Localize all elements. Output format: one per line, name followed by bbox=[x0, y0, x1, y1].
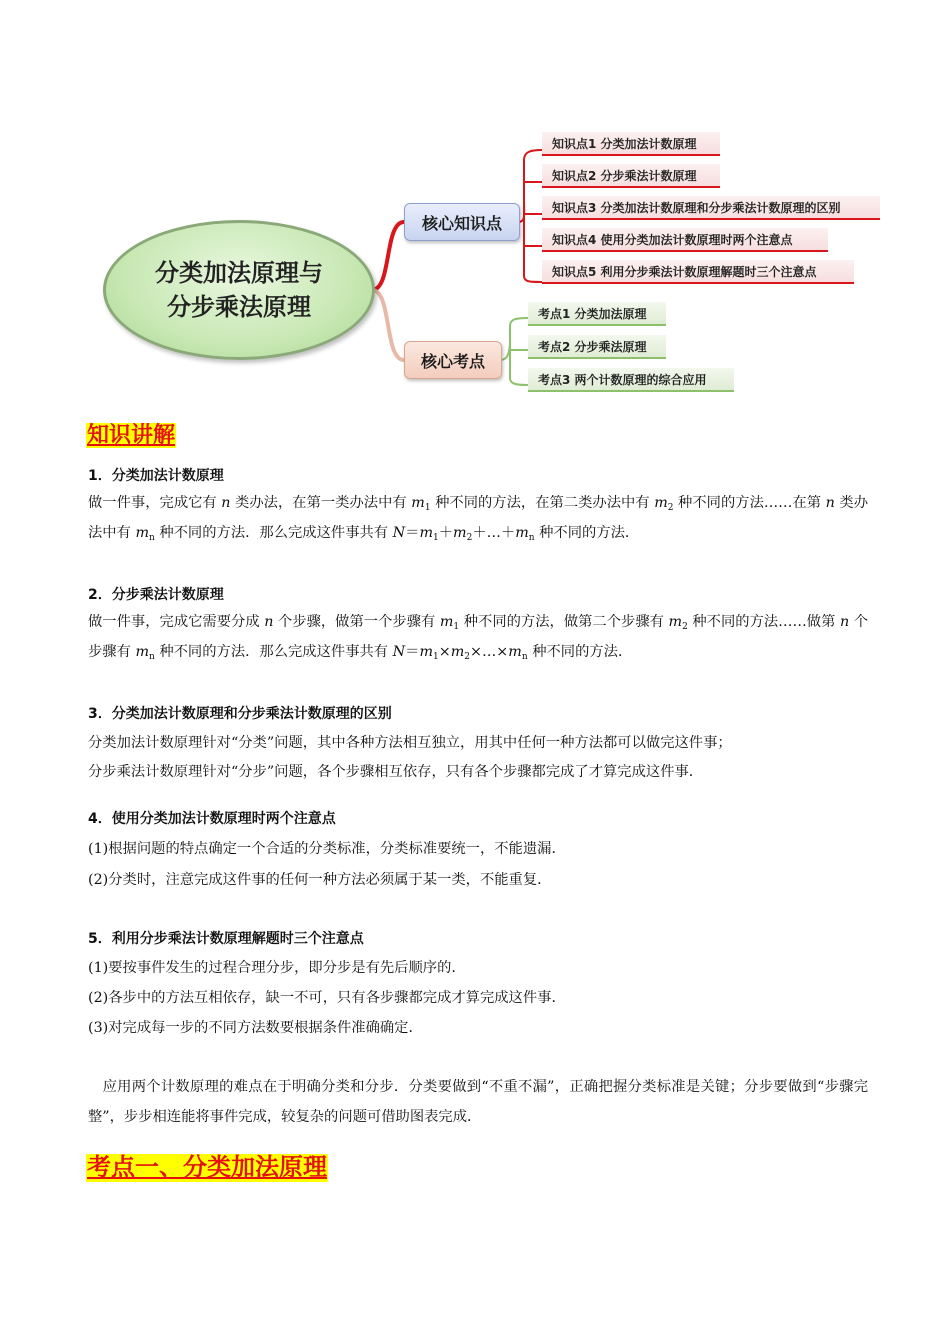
root-line-1: 分类加法原理与 bbox=[155, 259, 323, 287]
mind-map-root bbox=[103, 220, 375, 360]
addition-note-1: (1)根据问题的特点确定一个合适的分类标准，分类标准要统一，不能遗漏． bbox=[88, 841, 566, 857]
exam-point-3: 考点3 两个计数原理的综合应用 bbox=[528, 368, 734, 392]
section-title-exam-1: 考点一、分类加法原理 bbox=[87, 1153, 327, 1181]
exam-point-1: 考点1 分类加法原理 bbox=[528, 302, 666, 326]
heading-2: 2．分步乘法计数原理 bbox=[88, 587, 224, 603]
paragraph-multiplication-principle: 做一件事，完成它需要分成 n 个步骤，做第一个步骤有 $m_1$ 种不同的方法，做第二个步骤有 $m_2$ 种不同的方法……做第 n 个步骤有 $m_n$ 种不同的方法．那么完成这件事共有 $N=m_1\times m_2\times\dots\times m_n$ 种不同的方法． bbox=[88, 614, 869, 662]
difference-line-1: 分类加法计数原理针对“分类”问题，其中各种方法相互独立，用其中任何一种方法都可以做完这件事； bbox=[88, 735, 732, 751]
heading-1: 1．分类加法计数原理 bbox=[88, 468, 224, 484]
mind-map bbox=[0, 0, 950, 400]
paragraph-addition-principle: 做一件事，完成它有 n 类办法，在第一类办法中有 $m_1$ 种不同的方法，在第二类办法中有 $m_2$ 种不同的方法……在第 n 类办法中有 $m_n$ 种不同的方法．那么完成这件事共有 $N=m_1+m_2+\dots+m_n$ 种不同的方法． bbox=[88, 495, 869, 543]
summary-paragraph: 应用两个计数原理的难点在于明确分类和分步．分类要做到“不重不漏”，正确把握分类标准是关键；分步要做到“步骤完整”，步步相连能将事件完成，较复杂的问题可借助图表完成． bbox=[88, 1079, 868, 1125]
heading-4: 4．使用分类加法计数原理时两个注意点 bbox=[88, 811, 336, 827]
multiplication-note-1: (1)要按事件发生的过程合理分步，即分步是有先后顺序的． bbox=[88, 960, 466, 976]
connector-root-exam bbox=[372, 290, 404, 360]
addition-note-2: (2)分类时，注意完成这件事的任何一种方法必须属于某一类，不能重复． bbox=[88, 872, 552, 888]
difference-line-2: 分步乘法计数原理针对“分步”问题，各个步骤相互依存，只有各个步骤都完成了才算完成这件事． bbox=[88, 764, 704, 780]
knowledge-point-2: 知识点2 分步乘法计数原理 bbox=[542, 164, 720, 188]
knowledge-point-3: 知识点3 分类加法计数原理和分步乘法计数原理的区别 bbox=[542, 196, 880, 220]
hub-core-knowledge: 核心知识点 bbox=[404, 203, 520, 241]
root-line-2: 分步乘法原理 bbox=[167, 293, 311, 321]
section-title-knowledge: 知识讲解 bbox=[87, 423, 176, 448]
multiplication-note-2: (2)各步中的方法互相依存，缺一不可，只有各步骤都完成才算完成这件事． bbox=[88, 990, 566, 1006]
knowledge-point-1: 知识点1 分类加法计数原理 bbox=[542, 132, 720, 156]
exam-point-2: 考点2 分步乘法原理 bbox=[528, 335, 666, 359]
connector-root-knowledge bbox=[372, 222, 404, 290]
hub-core-exam: 核心考点 bbox=[404, 341, 502, 379]
knowledge-point-4: 知识点4 使用分类加法计数原理时两个注意点 bbox=[542, 228, 828, 252]
heading-3: 3．分类加法计数原理和分步乘法计数原理的区别 bbox=[88, 706, 392, 722]
multiplication-note-3: (3)对完成每一步的不同方法数要根据条件准确确定． bbox=[88, 1020, 423, 1036]
heading-5: 5．利用分步乘法计数原理解题时三个注意点 bbox=[88, 931, 364, 947]
knowledge-point-5: 知识点5 利用分步乘法计数原理解题时三个注意点 bbox=[542, 260, 854, 284]
